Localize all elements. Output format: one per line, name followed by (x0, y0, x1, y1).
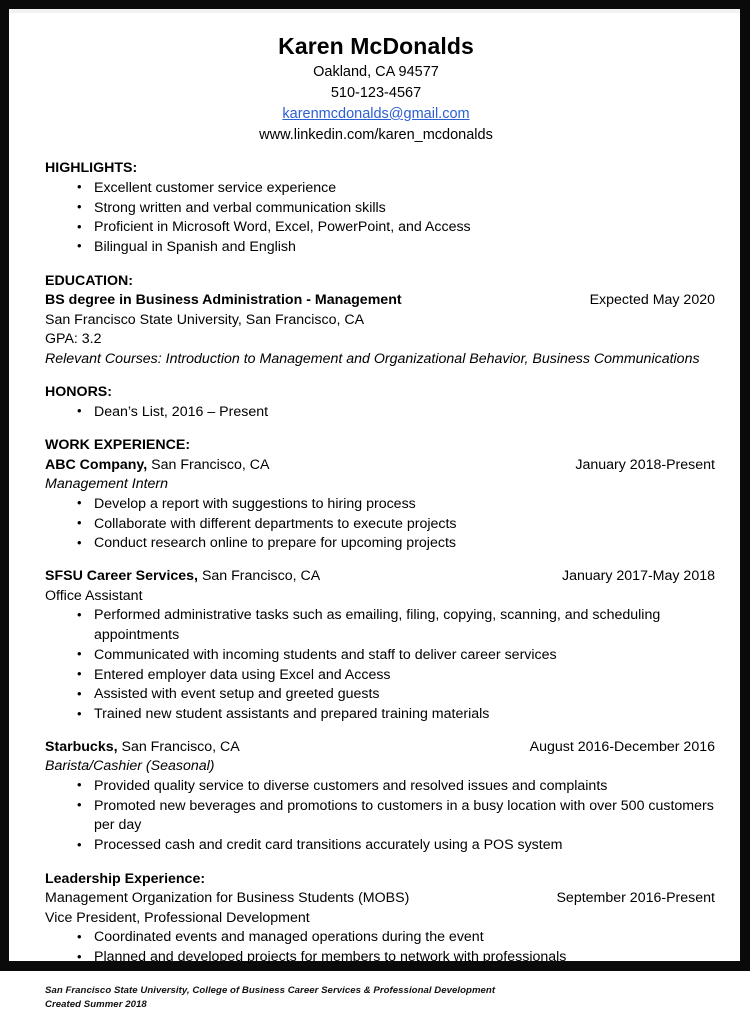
list-item: • Assisted with event setup and greeted guests (75, 685, 717, 705)
list-item: • Communicated with incoming students and staff to deliver career services (75, 646, 717, 666)
education-school: San Francisco State University, San Francisco, CA (45, 311, 365, 328)
candidate-email-link[interactable]: karenmcdonalds@gmail.com (282, 105, 470, 122)
list-item: • Trained new student assistants and prepared training materials (75, 705, 717, 725)
job-role: Barista/Cashier (Seasonal) (45, 758, 215, 775)
resume-page (9, 9, 740, 1010)
list-item: • Planned and developed projects for members to network with professionals (75, 948, 717, 968)
job-header-row (45, 738, 717, 758)
leadership-role: Vice President, Professional Development (45, 909, 310, 926)
leadership-header-row (45, 889, 717, 909)
list-item: • Excellent customer service experience (75, 179, 717, 199)
job-org-location (45, 456, 269, 476)
leadership-org: Management Organization for Business Students (MOBS) (45, 890, 410, 907)
leadership-bullets (45, 928, 717, 967)
job-header-row (45, 456, 717, 476)
document-footer (35, 984, 717, 1011)
job-date: January 2017-May 2018 (561, 568, 715, 585)
leadership-date: September 2016-Present (556, 890, 715, 907)
job-date: August 2016-December 2016 (529, 738, 715, 755)
footer-line-2: Created Summer 2018 (45, 998, 147, 1010)
job-bullets (45, 495, 717, 554)
work-experience-title: WORK EXPERIENCE: (45, 437, 191, 454)
education-date: Expected May 2020 (589, 292, 715, 309)
list-item: • Promoted new beverages and promotions to customers in a busy location with over 500 customers per day (75, 797, 717, 836)
leadership-title: Leadership Experience: (45, 870, 206, 887)
job-location: San Francisco, CA (117, 738, 240, 755)
list-item: • Collaborate with different departments to execute projects (75, 515, 717, 535)
section-highlights (35, 159, 717, 257)
job-entry (45, 456, 717, 554)
section-leadership-experience (35, 870, 717, 968)
education-degree: BS degree in Business Administration - Management (45, 292, 402, 309)
list-item: • Provided quality service to diverse customers and resolved issues and complaints (75, 777, 717, 797)
list-item: • Proficient in Microsoft Word, Excel, PowerPoint, and Access (75, 218, 717, 238)
education-degree-row (45, 291, 717, 311)
job-org-location (45, 738, 240, 758)
job-location: San Francisco, CA (147, 456, 270, 473)
section-education (35, 272, 717, 370)
education-relevant-courses: Relevant Courses: Introduction to Management and Organizational Behavior, Business Communications (45, 350, 700, 367)
job-date: January 2018-Present (575, 456, 715, 473)
list-item: • Entered employer data using Excel and Access (75, 666, 717, 686)
highlights-list (45, 179, 717, 258)
job-org: ABC Company, (45, 456, 148, 473)
section-honors (35, 383, 717, 422)
job-role: Management Intern (45, 476, 169, 493)
list-item: • Performed administrative tasks such as emailing, filing, copying, scanning, and scheduling appointments (75, 606, 717, 645)
list-item: • Strong written and verbal communication skills (75, 199, 717, 219)
highlights-title: HIGHLIGHTS: (45, 160, 138, 177)
list-item: • Conduct research online to prepare for upcoming projects (75, 534, 717, 554)
footer-line-1: San Francisco State University, College of Business Career Services & Professional Development (45, 984, 496, 996)
education-title: EDUCATION: (45, 272, 134, 289)
job-org: SFSU Career Services, (45, 568, 199, 585)
section-work-experience (35, 436, 717, 855)
list-item: • Coordinated events and managed operations during the event (75, 928, 717, 948)
honors-title: HONORS: (45, 384, 112, 401)
job-bullets (45, 777, 717, 856)
job-location: San Francisco, CA (198, 568, 321, 585)
list-item: • Bilingual in Spanish and English (75, 238, 717, 258)
education-gpa: GPA: 3.2 (45, 331, 102, 348)
list-item: • Processed cash and credit card transitions accurately using a POS system (75, 836, 717, 856)
candidate-linkedin: www.linkedin.com/karen_mcdonalds (259, 126, 493, 143)
job-header-row (45, 567, 717, 587)
job-bullets (45, 606, 717, 724)
honors-list (45, 403, 717, 423)
job-entry (45, 738, 717, 856)
list-item: • Develop a report with suggestions to hiring process (75, 495, 717, 515)
candidate-phone: 510-123-4567 (330, 84, 422, 101)
job-entry (45, 567, 717, 725)
job-org-location (45, 567, 320, 587)
candidate-name: Karen McDonalds (278, 33, 474, 59)
resume-header (35, 32, 717, 145)
candidate-address: Oakland, CA 94577 (313, 63, 439, 80)
job-org: Starbucks, (45, 738, 118, 755)
job-role: Office Assistant (45, 587, 143, 604)
list-item: • Dean’s List, 2016 – Present (75, 403, 717, 423)
